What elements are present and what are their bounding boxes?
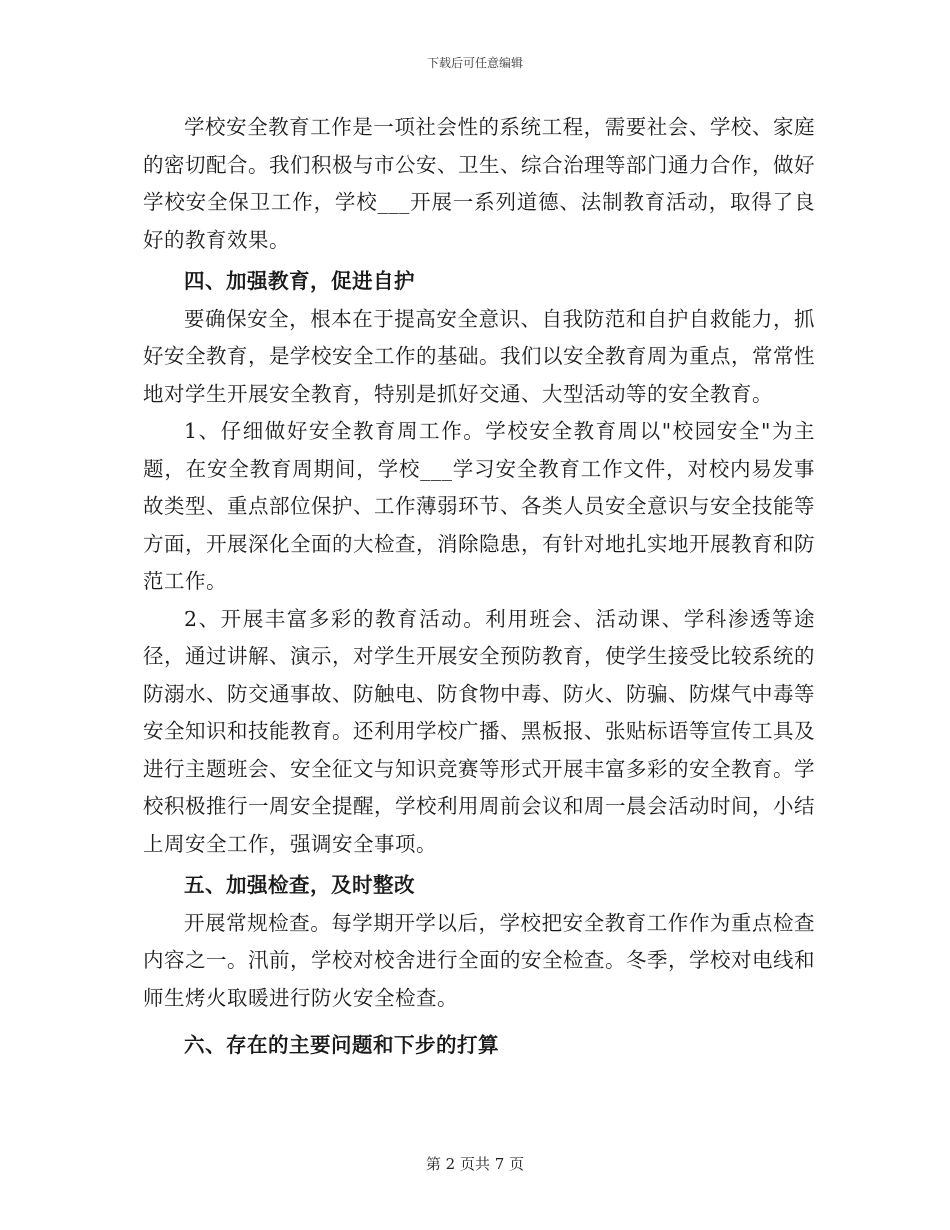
paragraph-intro: 学校安全教育工作是一项社会性的系统工程，需要社会、学校、家庭的密切配合。我们积极与市公安、卫生、综合治理等部门通力合作，做好学校安全保卫工作，学校___开展一系列道德、法制教育活动，取得了良好的教育效果。 (143, 115, 815, 252)
paragraph-item-2: 2、开展丰富多彩的教育活动。利用班会、活动课、学科渗透等途径，通过讲解、演示，对学生开展安全预防教育，使学生接受比较系统的防溺水、防交通事故、防触电、防食物中毒、防火、防骗、防煤气中毒等安全知识和技能教育。还利用学校广播、黑板报、张贴标语等宣传工具及进行主题班会、安全征文与知识竞赛等形式开展丰富多彩的安全教育。学校积极推行一周安全提醒，学校利用周前会议和周一晨会活动时间，小结上周安全工作，强调安全事项。 (143, 606, 815, 856)
page-header: 下载后可任意编辑 (426, 56, 523, 70)
paragraph-inspection: 开展常规检查。每学期开学以后，学校把安全教育工作作为重点检查内容之一。汛前，学校对校舍进行全面的安全检查。冬季，学校对电线和师生烤火取暖进行防火安全检查。 (143, 910, 815, 1010)
paragraph-safety-education: 要确保安全，根本在于提高安全意识、自我防范和自护自救能力，抓好安全教育，是学校安全工作的基础。我们以安全教育周为重点，常常性地对学生开展安全教育，特别是抓好交通、大型活动等的安全教育。 (143, 306, 815, 406)
section-heading-5: 五、加强检查，及时整改 (184, 873, 415, 897)
section-heading-4: 四、加强教育，促进自护 (184, 269, 415, 293)
paragraph-item-1: 1、仔细做好安全教育周工作。学校安全教育周以"校园安全"为主题，在安全教育周期间，学校___学习安全教育工作文件，对校内易发事故类型、重点部位保护、工作薄弱环节、各类人员安全意识与安全技能等方面，开展深化全面的大检查，消除隐患，有针对地扎实地开展教育和防范工作。 (143, 419, 815, 593)
document-body (143, 109, 815, 1065)
page-footer: 第 2 页共 7 页 (425, 1155, 525, 1173)
section-heading-6: 六、存在的主要问题和下步的打算 (184, 1033, 499, 1057)
